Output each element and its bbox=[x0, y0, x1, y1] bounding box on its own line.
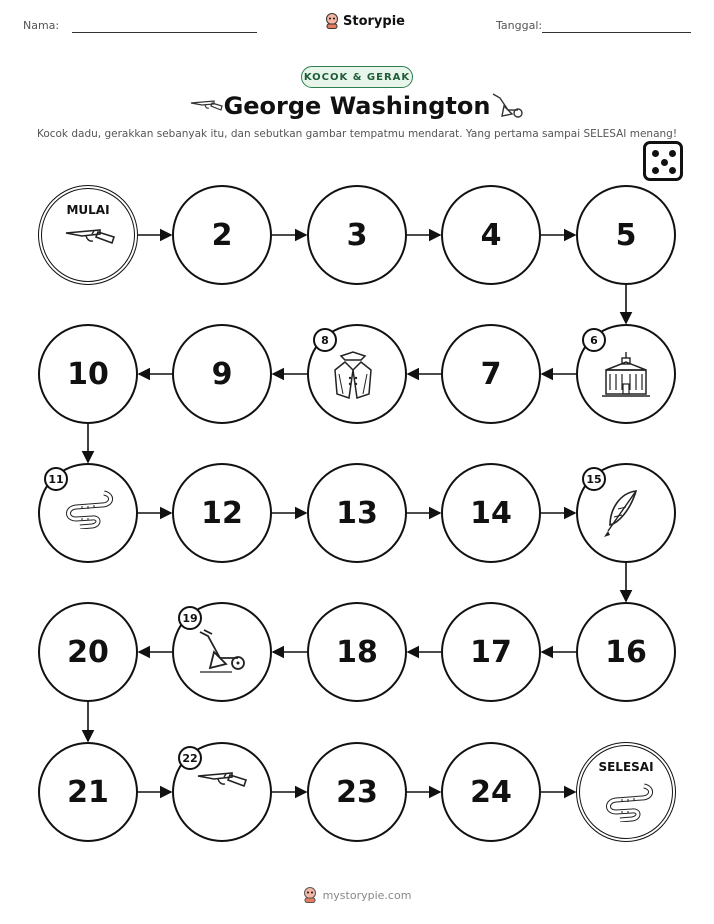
space-number: 18 bbox=[336, 634, 378, 670]
board-space-picture bbox=[38, 463, 138, 563]
board-space bbox=[441, 602, 541, 702]
board-space-picture bbox=[172, 742, 272, 842]
space-number: 17 bbox=[470, 634, 512, 670]
space-number: 2 bbox=[211, 217, 233, 253]
finish-space bbox=[576, 742, 676, 842]
board-space bbox=[441, 185, 541, 285]
footer bbox=[0, 887, 714, 903]
board-space bbox=[441, 324, 541, 424]
board-space bbox=[172, 185, 272, 285]
space-number-tag: 19 bbox=[178, 606, 202, 630]
board-space bbox=[38, 602, 138, 702]
start-space bbox=[38, 185, 138, 285]
space-number-tag: 6 bbox=[582, 328, 606, 352]
space-number: 3 bbox=[346, 217, 368, 253]
space-number: 4 bbox=[480, 217, 502, 253]
space-number: 21 bbox=[67, 774, 109, 810]
space-number: 23 bbox=[336, 774, 378, 810]
board-space bbox=[441, 742, 541, 842]
board-space bbox=[307, 463, 407, 563]
storypie-mascot-icon bbox=[303, 887, 317, 903]
date-label: Tanggal: bbox=[496, 19, 543, 32]
board-space bbox=[576, 185, 676, 285]
space-number: 9 bbox=[211, 356, 233, 392]
board-space bbox=[172, 463, 272, 563]
space-number-tag: 8 bbox=[313, 328, 337, 352]
finish-label: SELESAI bbox=[598, 760, 654, 774]
board-space bbox=[576, 602, 676, 702]
space-number: 12 bbox=[201, 495, 243, 531]
start-label: MULAI bbox=[66, 203, 110, 217]
space-number: 20 bbox=[67, 634, 109, 670]
page-title: George Washington bbox=[223, 92, 491, 120]
space-number-tag: 11 bbox=[44, 467, 68, 491]
name-label: Nama: bbox=[23, 19, 60, 32]
board-space-picture bbox=[172, 602, 272, 702]
space-number: 24 bbox=[470, 774, 512, 810]
space-number: 13 bbox=[336, 495, 378, 531]
brand-name: Storypie bbox=[343, 13, 405, 29]
instructions: Kocok dadu, gerakkan sebanyak itu, dan sebutkan gambar tempatmu mendarat. Yang pertama sampai SELESAI menang! bbox=[36, 128, 678, 140]
space-number-tag: 15 bbox=[582, 467, 606, 491]
board-space-picture bbox=[576, 463, 676, 563]
space-number-tag: 22 bbox=[178, 746, 202, 770]
board-space bbox=[38, 324, 138, 424]
space-number: 10 bbox=[67, 356, 109, 392]
board-space bbox=[307, 185, 407, 285]
board-space bbox=[307, 602, 407, 702]
board-space-picture bbox=[307, 324, 407, 424]
space-number: 5 bbox=[615, 217, 637, 253]
board-space bbox=[441, 463, 541, 563]
board-space bbox=[307, 742, 407, 842]
board-space-picture bbox=[576, 324, 676, 424]
space-number: 14 bbox=[470, 495, 512, 531]
footer-url: mystorypie.com bbox=[322, 888, 412, 902]
space-number: 7 bbox=[480, 356, 502, 392]
activity-badge: KOCOK & GERAK bbox=[301, 66, 413, 88]
board-space bbox=[172, 324, 272, 424]
space-number: 16 bbox=[605, 634, 647, 670]
board-space bbox=[38, 742, 138, 842]
